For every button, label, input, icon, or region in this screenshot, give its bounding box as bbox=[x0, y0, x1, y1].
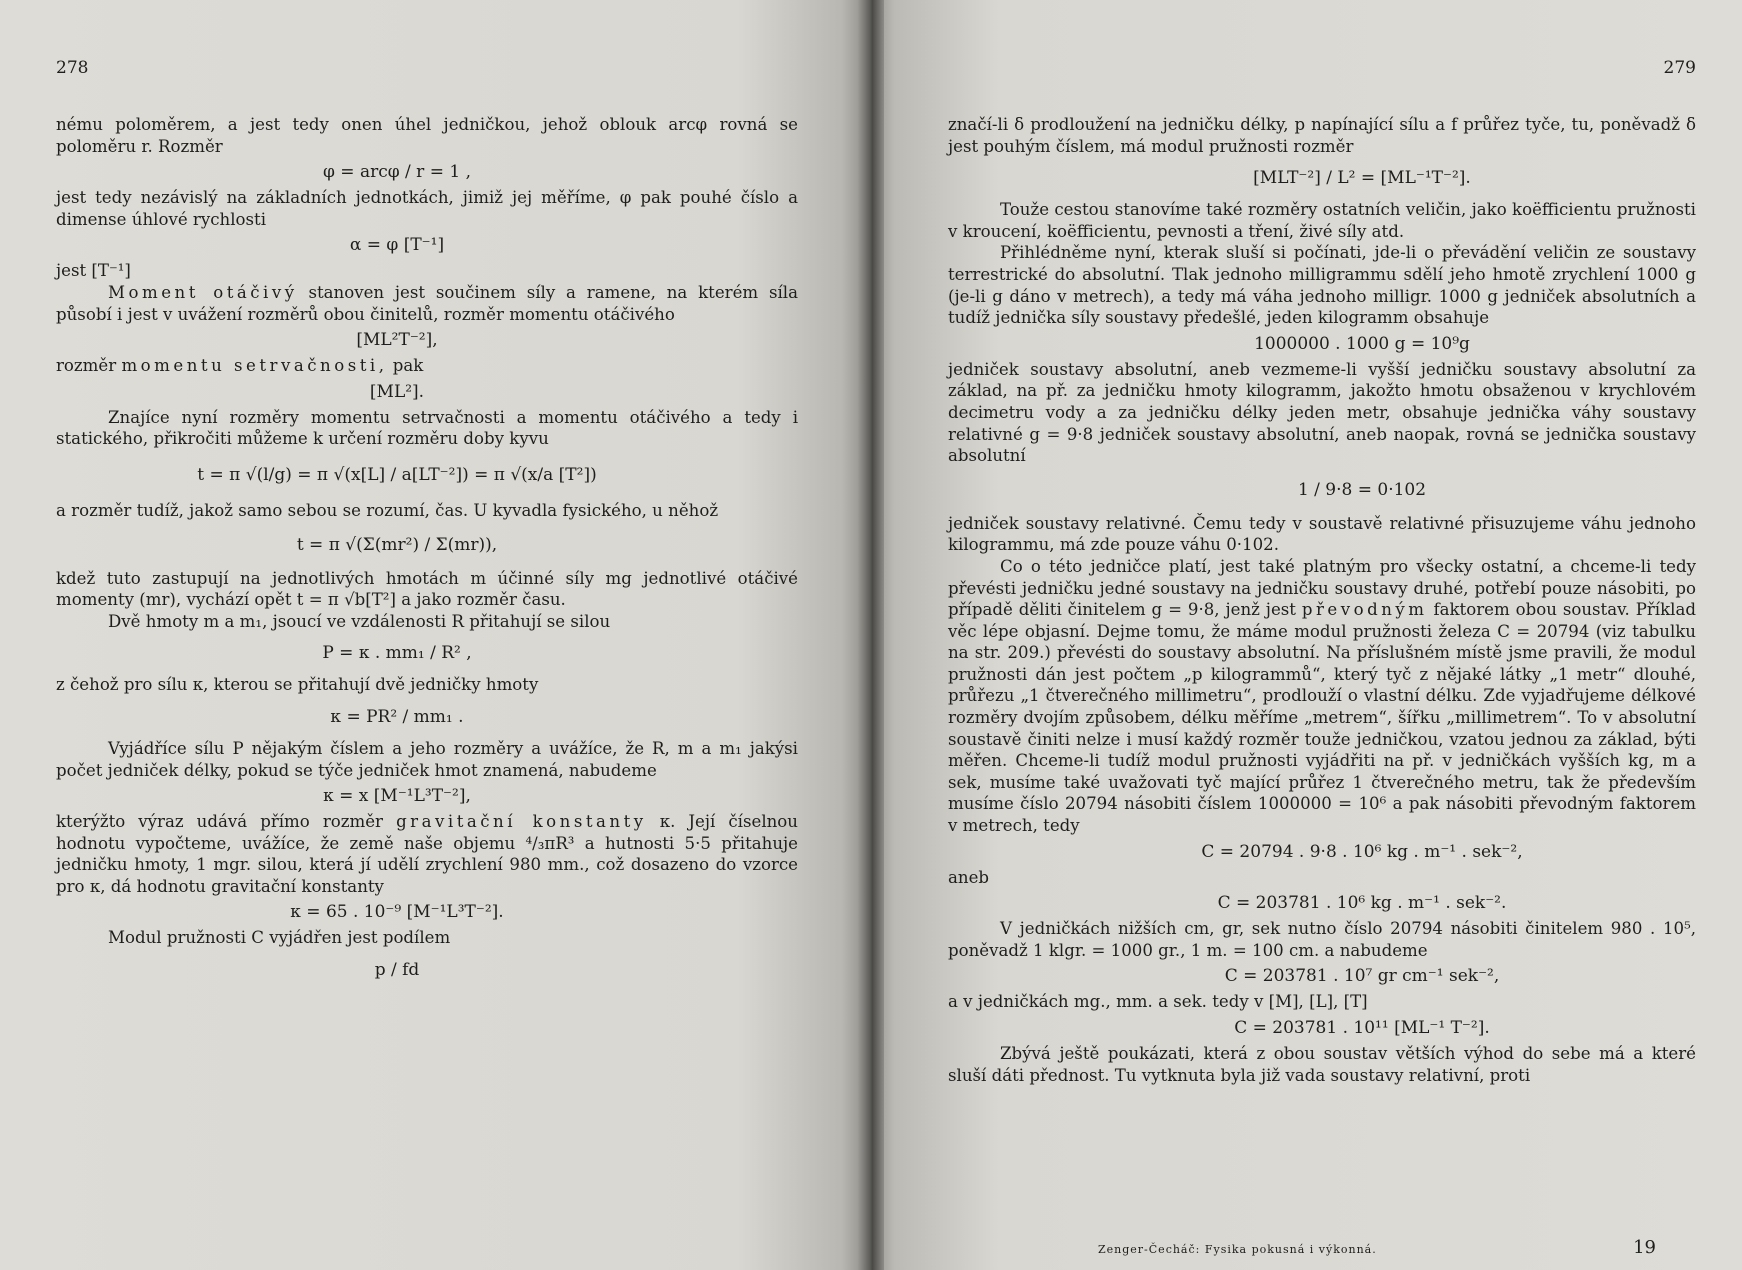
paragraph: jest tedy nezávislý na základních jednotkách, jimiž jej měříme, φ pak pouhé číslo a dimense úhlové rychlosti bbox=[56, 188, 798, 229]
paragraph bbox=[56, 355, 798, 377]
signature-mark: 19 bbox=[1633, 1237, 1656, 1258]
paragraph: Touže cestou stanovíme také rozměry ostatních veličin, jako koëfficientu pružnosti v kroucení, koëfficientu, pevnosti a tření, živé síly atd. bbox=[948, 200, 1696, 241]
paragraph: Vyjádříce sílu P nějakým číslem a jeho rozměry a uvážíce, že R, m a m₁ jakýsi počet jedniček délky, pokud se týče jedniček hmot znamená, nabudeme bbox=[56, 738, 798, 780]
formula: C = 203781 . 10⁷ gr cm⁻¹ sek⁻², bbox=[1224, 966, 1500, 987]
paragraph-text: Co o této jedničce platí, jest také platným pro všecky ostatní, a chceme-li tedy převésti jedničku jedné soustavy na jedničku soustavy druhé, potřebí pouze násobiti, po případě děliti činitelem g = 9·8, jenž jest bbox=[948, 556, 1696, 620]
paragraph: jedniček soustavy relativné. Čemu tedy v soustavě relativné přisuzujeme váhu jednoho kilogrammu, má zde pouze váhu 0·102. bbox=[948, 513, 1696, 555]
page-number: 278 bbox=[56, 58, 89, 78]
paragraph: z čehož pro sílu κ, kterou se přitahují dvě jedničky hmoty bbox=[56, 675, 539, 695]
paragraph: Modul pružnosti C vyjádřen jest podílem bbox=[108, 928, 451, 948]
formula: [MLT⁻²] / L² = [ML⁻¹T⁻²]. bbox=[1253, 168, 1471, 189]
paragraph: a rozměr tudíž, jakož samo sebou se rozumí, čas. U kyvadla fysického, u něhož bbox=[56, 500, 719, 520]
left-page bbox=[0, 0, 868, 1270]
spaced-term: Moment otáčivý bbox=[108, 282, 298, 302]
formula: t = π √(l/g) = π √(x[L] / a[LT⁻²]) = π √(x/a [T²]) bbox=[197, 464, 597, 485]
paragraph: Zbývá ještě poukázati, která z obou soustav větších výhod do sebe má a které sluší dáti přednost. Tu vytknuta byla již vada soustavy relativní, proti bbox=[948, 1044, 1696, 1085]
paragraph-text: stanoven jest součinem síly a ramene, na kterém síla působí i jest v uvážení rozměrů obou činitelů, rozměr momentu otáčivého bbox=[56, 282, 799, 324]
paragraph-text: pak bbox=[392, 356, 424, 376]
paragraph: kdež tuto zastupují na jednotlivých hmotách m účinné síly mg jednotlivé otáčivé momenty (mr), vychází opět t = π √b[T²] a jako rozměr času. bbox=[56, 568, 798, 610]
formula: p / fd bbox=[374, 960, 420, 981]
paragraph bbox=[56, 811, 798, 897]
page-number: 279 bbox=[1663, 58, 1696, 78]
formula: κ = 65 . 10⁻⁹ [M⁻¹L³T⁻²]. bbox=[290, 902, 504, 923]
formula: 1000000 . 1000 g = 10⁹g bbox=[1254, 333, 1470, 354]
formula: κ = PR² / mm₁ . bbox=[330, 706, 464, 727]
paragraph: značí-li δ prodloužení na jedničku délky, p napínající sílu a f průřez tyče, tu, poněvadž δ jest pouhým číslem, má modul pružnosti rozměr bbox=[948, 115, 1696, 156]
paragraph-text: faktorem obou soustav. Příklad věc lépe objasní. Dejme tomu, že máme modul pružnosti železa C = 20794 (viz tabulku na str. 209.) převésti do soustavy absolutní. Na příslušném místě jsme pravili, že modul pružnosti dán jest počtem „p kilogrammů“, který tyč z nějaké látky „1 metr“ dlouhé, průřezu „1 čtverečného millimetru“, prodlouží o vlastní délku. Zde vyjadřujeme délkové rozměry dvojím způsobem, délku měříme „metrem“, šířku „millimetrem“. To v absolutní soustavě činiti nelze i musí každý rozměr touže jedničkou, vzatou jednou za základ, býti měřen. Chceme-li tudíž modul pružnosti vyjádřiti na př. v jedničkách vyšších kg, m a sek, musíme také uvažovati tyč mající průřez 1 čtverečného metru, tak že především musíme číslo 20794 násobiti číslem 1000000 = 10⁶ a pak násobiti převodným faktorem v metrech, tedy bbox=[948, 600, 1696, 836]
paragraph-text: kterýžto výraz udává přímo rozměr bbox=[56, 812, 383, 832]
footer-title: Zenger-Čecháč: Fysika pokusná i výkonná. bbox=[1098, 1243, 1377, 1256]
paragraph: aneb bbox=[948, 867, 990, 887]
paragraph-text: rozměr bbox=[56, 356, 117, 376]
formula: P = κ . mm₁ / R² , bbox=[322, 643, 472, 664]
formula: C = 203781 . 10¹¹ [ML⁻¹ T⁻²]. bbox=[1234, 1018, 1490, 1038]
right-page bbox=[868, 0, 1742, 1270]
paragraph-text: κ. Její číselnou hodnotu vypočteme, uvážíce, že země naše objemu ⁴/₃πR³ a hutnosti 5·5 přitahuje jedničku hmoty, 1 mgr. silou, která jí udělí zrychlení 980 mm., což dosazeno do vzorce pro κ, dá hodnotu gravitační konstanty bbox=[56, 812, 798, 896]
formula: κ = x [M⁻¹L³T⁻²], bbox=[323, 786, 471, 807]
paragraph: Znajíce nyní rozměry momentu setrvačnosti a momentu otáčivého a tedy i statického, přikročiti můžeme k určení rozměru doby kyvu bbox=[56, 407, 798, 449]
formula: α = φ [T⁻¹] bbox=[349, 235, 445, 256]
formula: C = 20794 . 9·8 . 10⁶ kg . m⁻¹ . sek⁻², bbox=[1201, 841, 1523, 862]
paragraph: jest [T⁻¹] bbox=[56, 261, 131, 281]
paragraph: Dvě hmoty m a m₁, jsoucí ve vzdálenosti R přitahují se silou bbox=[108, 611, 611, 631]
paragraph: jedniček soustavy absolutní, aneb vezmeme-li vyšší jedničku soustavy absolutní za základ, na př. za jedničku hmoty kilogramm, jakožto hmotu obsaženou v krychlovém decimetru vody a za jedničku délky jeden metr, obsahuje jednička váhy soustavy relativné g = 9·8 jedniček soustavy absolutní, aneb naopak, rovná se jednička soustavy absolutní bbox=[948, 359, 1696, 466]
formula: 1 / 9·8 = 0·102 bbox=[1297, 479, 1427, 500]
formula: C = 203781 . 10⁶ kg . m⁻¹ . sek⁻². bbox=[1217, 893, 1507, 914]
formula: [ML²T⁻²], bbox=[356, 330, 438, 351]
formula: t = π √(Σ(mr²) / Σ(mr)), bbox=[296, 534, 498, 555]
paragraph bbox=[948, 556, 1696, 837]
paragraph: nému poloměrem, a jest tedy onen úhel jedničkou, jehož oblouk arcφ rovná se poloměru r. Rozměr bbox=[56, 115, 798, 156]
spaced-term: převodným bbox=[1301, 600, 1428, 620]
formula: φ = arcφ / r = 1 , bbox=[323, 162, 471, 183]
book-gutter bbox=[858, 0, 884, 1270]
paragraph: Přihlédněme nyní, kterak sluší si počínati, jde-li o převádění veličin ze soustavy terrestrické do absolutní. Tlak jednoho milligrammu sdělí jeho hmotě zrychlení 1000 g (je-li g dáno v metrech), a tedy má váha jednoho milligr. 1000 g jedniček absolutních a tudíž jednička síly soustavy předešlé, jeden kilogramm obsahuje bbox=[948, 243, 1696, 328]
spaced-term: momentu setrvačnosti, bbox=[121, 356, 388, 376]
formula: [ML²]. bbox=[369, 381, 425, 402]
paragraph bbox=[56, 282, 798, 325]
paragraph: V jedničkách nižších cm, gr, sek nutno číslo 20794 násobiti činitelem 980 . 10⁵, poněvadž 1 klgr. = 1000 gr., 1 m. = 100 cm. a nabudeme bbox=[948, 919, 1696, 960]
spaced-term: gravitační konstanty bbox=[396, 812, 647, 832]
paragraph: a v jedničkách mg., mm. a sek. tedy v [M], [L], [T] bbox=[948, 992, 1368, 1012]
